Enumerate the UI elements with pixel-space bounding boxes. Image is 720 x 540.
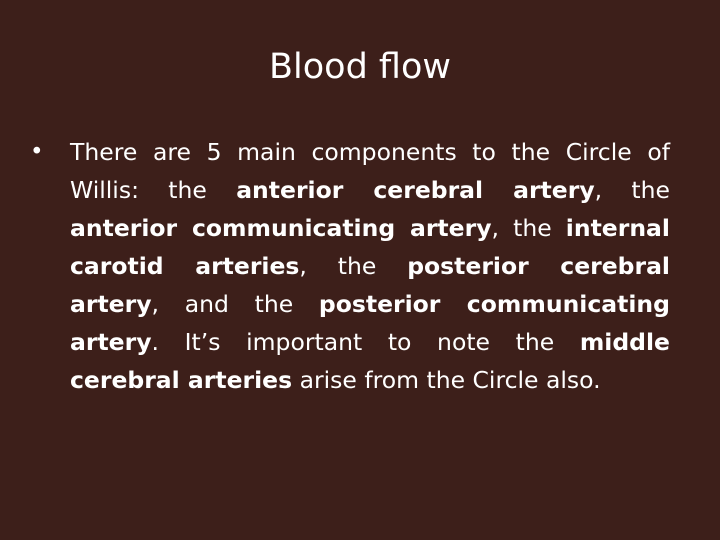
term-internal-carotid-arteries: internal carotid arteries xyxy=(70,214,670,280)
bullet-text-segment: , the xyxy=(491,214,566,242)
bullet-list xyxy=(30,133,670,399)
bullet-text-segment: arise from the Circle also. xyxy=(292,366,601,394)
bullet-text-segment: , the xyxy=(299,252,408,280)
bullet-text-segment: , the xyxy=(594,176,670,204)
bullet-text-segment: , and the xyxy=(151,290,319,318)
term-middle-cerebral-arteries: middle cerebral arteries xyxy=(70,328,670,394)
term-anterior-cerebral-artery: anterior cerebral artery xyxy=(236,176,595,204)
slide-title: Blood flow xyxy=(269,47,451,87)
term-posterior-cerebral-artery: posterior cerebral artery xyxy=(70,252,670,318)
term-anterior-communicating-artery: anterior communicating artery xyxy=(70,214,492,242)
bullet-text-segment: There are 5 main components to the Circle of Willis: the xyxy=(70,138,670,204)
bullet-text-segment: . It’s important to note the xyxy=(151,328,580,356)
bullet-paragraph xyxy=(70,133,670,399)
bullet-marker: • xyxy=(30,139,44,165)
term-posterior-communicating-artery: posterior communicating artery xyxy=(70,290,670,356)
